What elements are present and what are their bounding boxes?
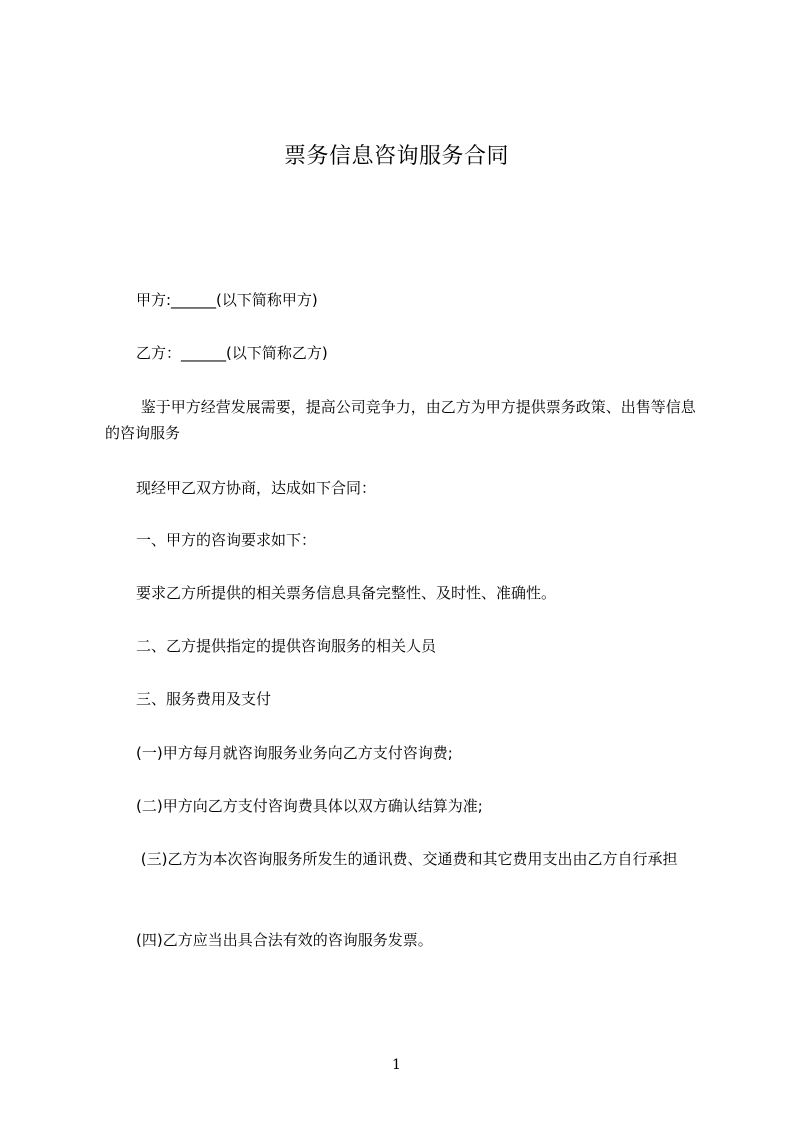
document-title: 票务信息咨询服务合同 (283, 144, 509, 169)
party-b-line: 乙方：______(以下简称乙方) (136, 344, 328, 362)
agreement-intro: 现经甲乙双方协商，达成如下合同： (136, 479, 377, 497)
section-1-heading: 一、甲方的咨询要求如下： (136, 531, 317, 549)
section-3-item-1: (一)甲方每月就咨询服务业务向乙方支付咨询费; (136, 744, 453, 762)
section-2-heading: 二、乙方提供指定的提供咨询服务的相关人员 (136, 637, 437, 655)
section-1-body: 要求乙方所提供的相关票务信息具备完整性、及时性、准确性。 (136, 584, 557, 602)
section-3-item-2: (二)甲方向乙方支付咨询费具体以双方确认结算为准; (136, 797, 483, 815)
party-a-line: 甲方:______(以下简称甲方) (136, 291, 318, 309)
preamble-paragraph: 鉴于甲方经营发展需要，提高公司竞争力，由乙方为甲方提供票务政策、出售等信息的咨询服务 (105, 398, 696, 442)
section-3-item-3: (三)乙方为本次咨询服务所发生的通讯费、交通费和其它费用支出由乙方自行承担 (136, 850, 678, 868)
section-3-item-4: (四)乙方应当出具合法有效的咨询服务发票。 (136, 931, 433, 949)
page-number: 1 (392, 1057, 401, 1073)
section-3-heading: 三、服务费用及支付 (136, 690, 272, 708)
